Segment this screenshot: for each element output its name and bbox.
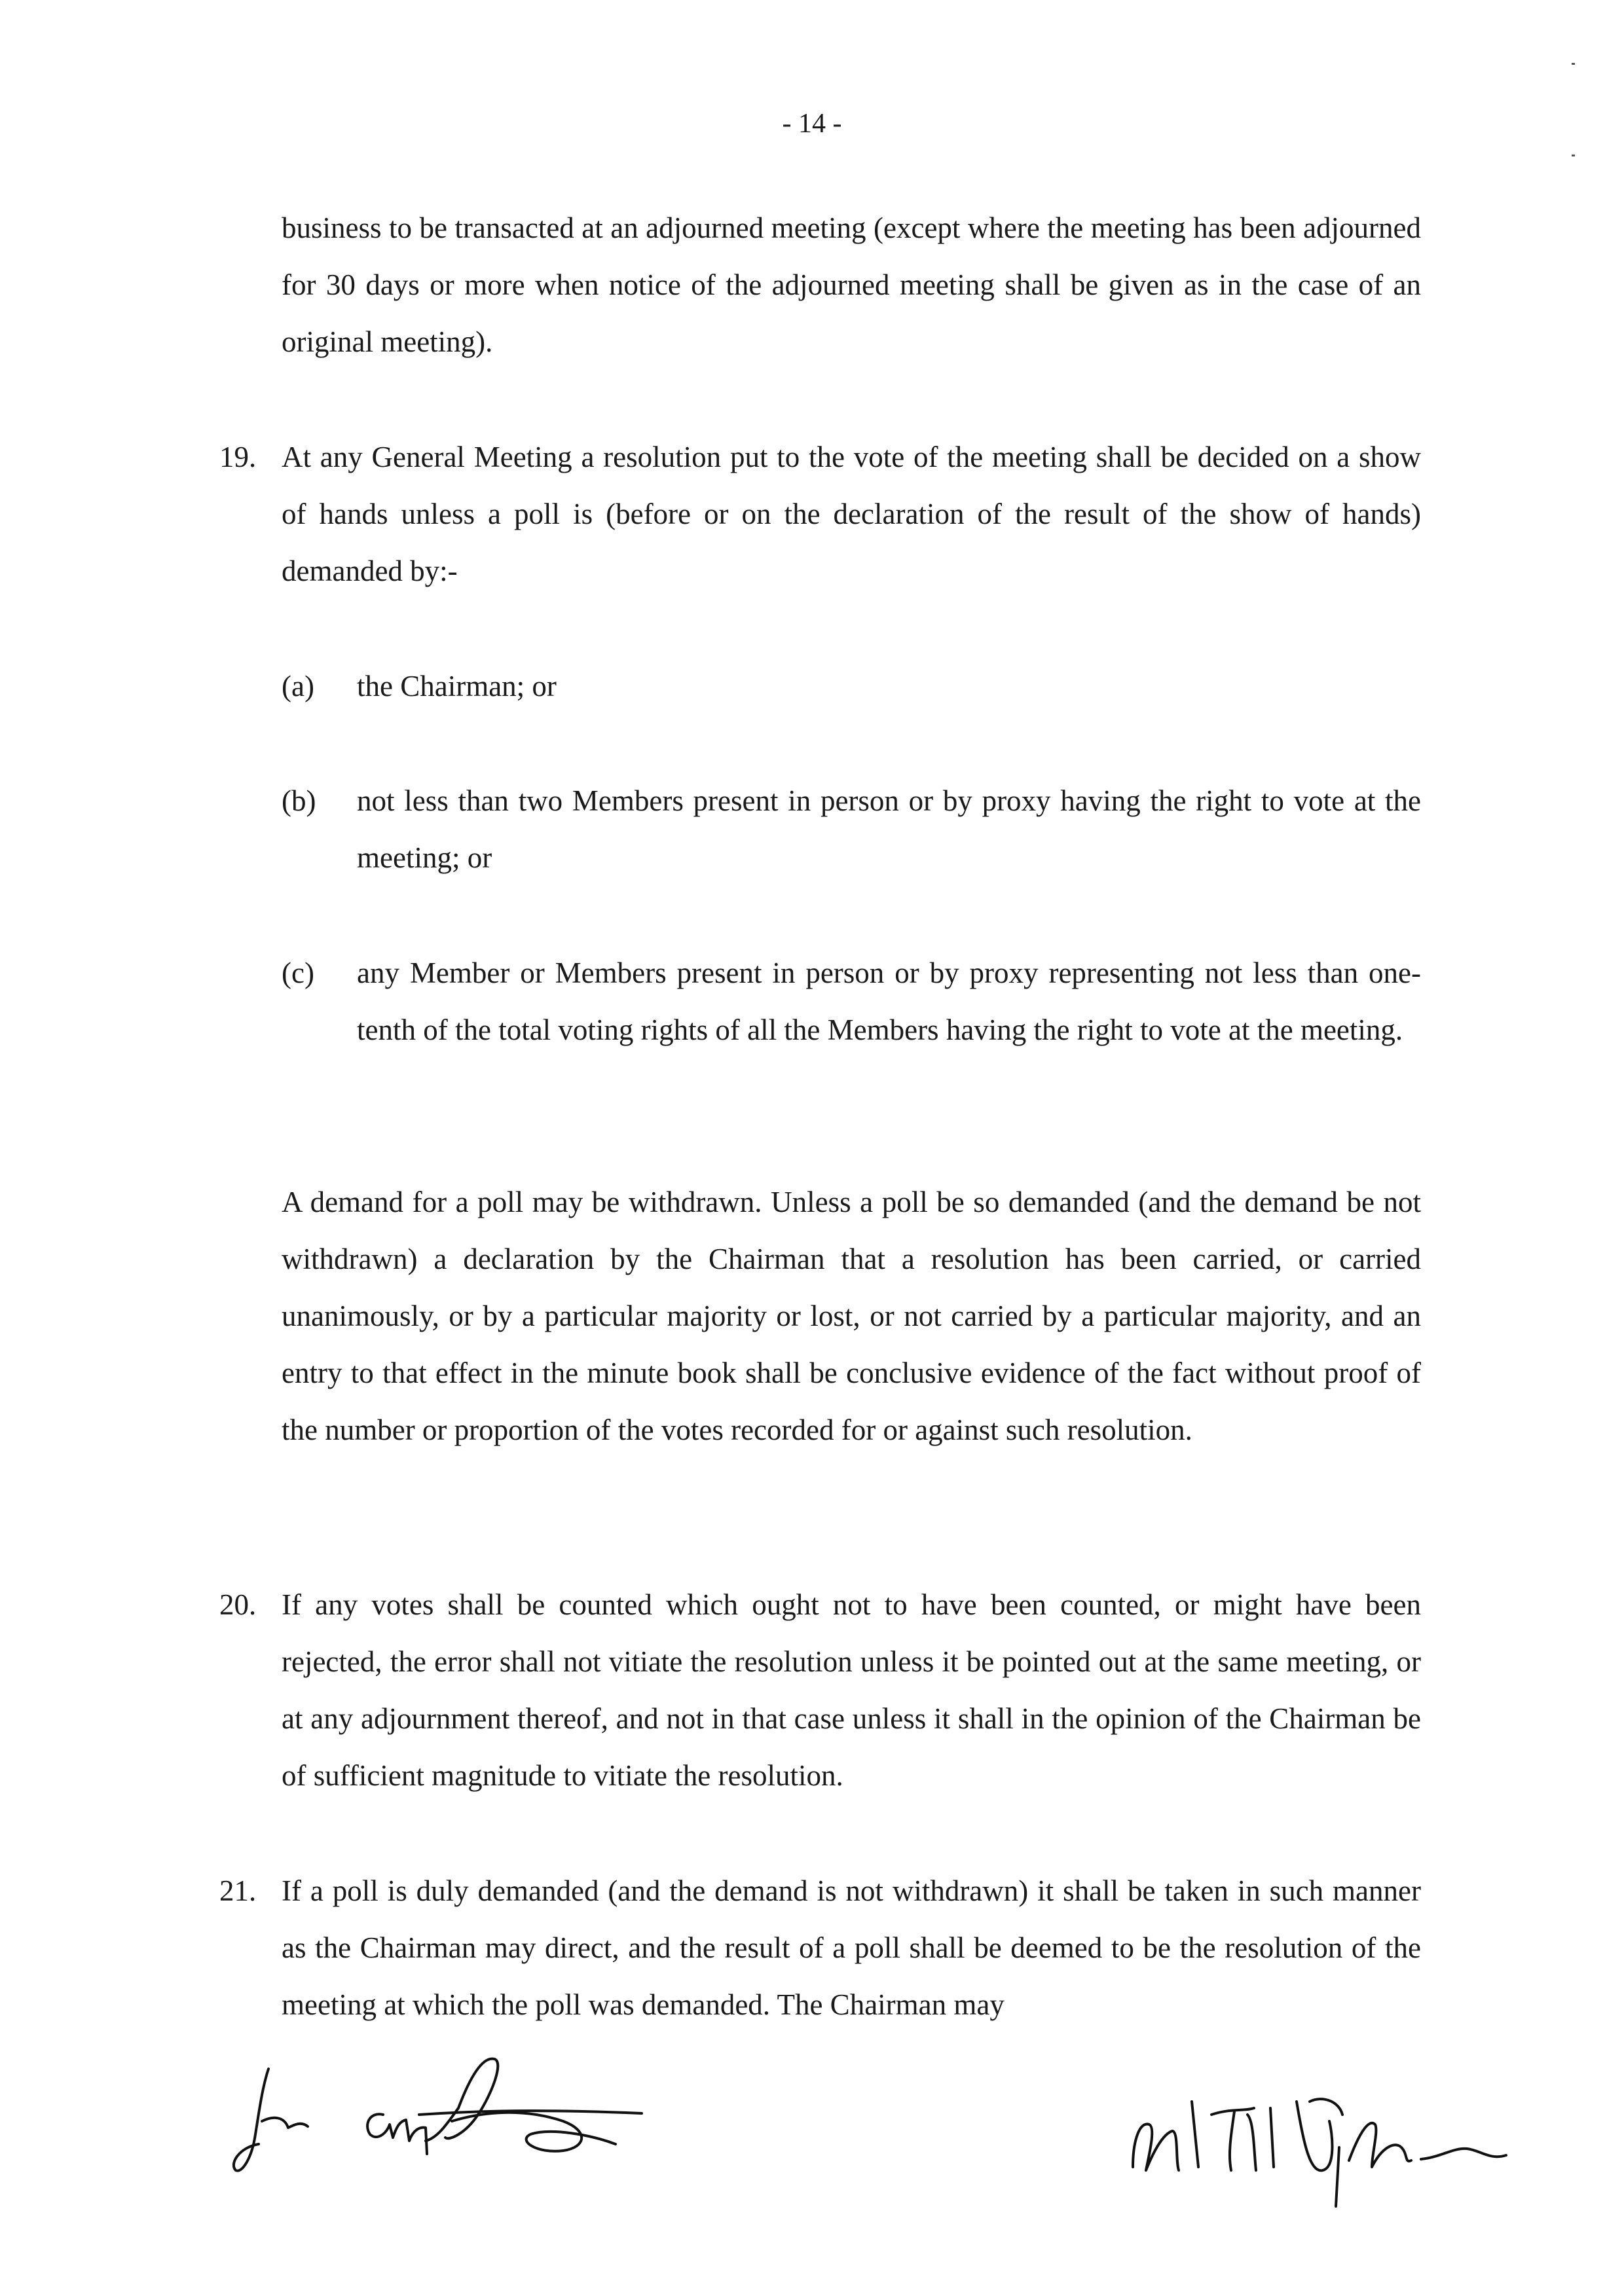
clause-19-item-c-label: (c) [282, 957, 314, 989]
clause-21-text: If a poll is duly demanded (and the demand is not withdrawn) it shall be taken in such manner as the Chairman may direct, and the result of a poll shall be deemed to be the resolution of the meeting at which the poll was demanded. The Chairman may [282, 1874, 1421, 2021]
clause-19-closing: A demand for a poll may be withdrawn. Unless a poll be so demanded (and the demand be not withdrawn) a declaration by the Chairman that a resolution has been carried, or carried unanimously, or by a particular majority or lost, or not carried by a particular majority, and an entry to that effect in the minute book shall be conclusive evidence of the fact without proof of the number or proportion of the votes recorded for or against such resolution. [282, 1186, 1421, 1446]
clause-19-number: 19. [219, 441, 257, 473]
continuation-paragraph: business to be transacted at an adjourned meeting (except where the meeting has been adjourned for 30 days or more when notice of the adjourned meeting shall be given as in the case of an original meeting). [282, 211, 1421, 358]
clause-19-item-b-text: not less than two Members present in person or by proxy having the right to vote at the meeting; or [357, 784, 1421, 874]
clause-20-number: 20. [219, 1588, 257, 1621]
page-number: - 14 - [782, 109, 842, 139]
scan-mark [1572, 63, 1575, 65]
scan-mark [1572, 155, 1575, 156]
clause-19-item-a-label: (a) [282, 670, 314, 702]
clause-21-number: 21. [219, 1874, 257, 1907]
signature-right [1113, 2062, 1539, 2213]
clause-19-item-c-text: any Member or Members present in person or by proxy representing not less than one-tenth of the total voting rights of all the Members having the right to vote at the meeting. [357, 957, 1421, 1046]
signature-left [223, 2043, 681, 2200]
clause-19-intro: At any General Meeting a resolution put to the vote of the meeting shall be decided on a show of hands unless a poll is (before or on the declaration of the result of the show of hands) demanded by:- [282, 441, 1421, 587]
clause-20-text: If any votes shall be counted which ought not to have been counted, or might have been rejected, the error shall not vitiate the resolution unless it be pointed out at the same meeting, or at any adjournment thereof, and not in that case unless it shall in the opinion of the Chairman be of sufficient magnitude to vitiate the resolution. [282, 1588, 1421, 1792]
clause-19-item-a-text: the Chairman; or [357, 670, 557, 702]
clause-19-item-b-label: (b) [282, 784, 316, 817]
